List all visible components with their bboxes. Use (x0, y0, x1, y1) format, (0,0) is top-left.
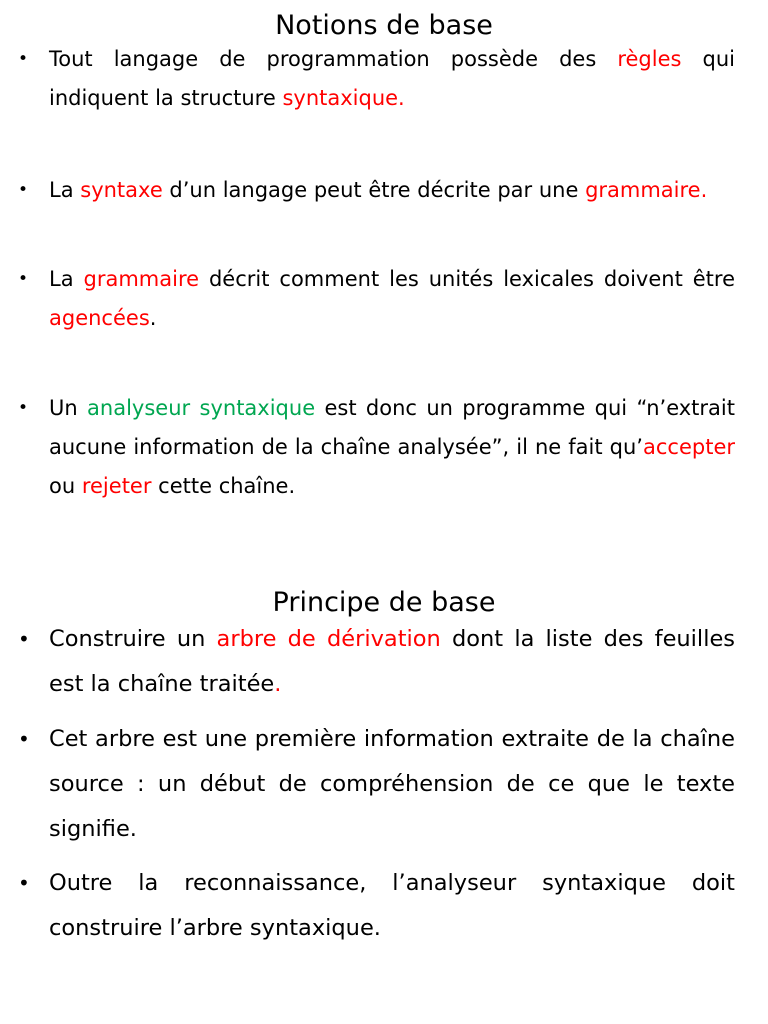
bullet-text (49, 717, 735, 852)
text-segment: qui indiquent la structure (49, 47, 736, 110)
bullet-icon: • (18, 49, 29, 69)
highlight-red: grammaire. (585, 178, 708, 202)
text-segment: Construire un (49, 626, 217, 652)
text-segment: . (149, 306, 157, 330)
bullet-text (49, 260, 735, 338)
bullet-text (49, 861, 735, 951)
text-segment: La (49, 267, 84, 291)
section2-title: Principe de base (272, 587, 496, 618)
text-segment: dont la liste des feuilles est la chaîne traitée (49, 626, 736, 697)
section1-item-3 (18, 260, 735, 338)
highlight-red: . (274, 671, 282, 697)
text-segment: La (49, 178, 81, 202)
section1-item-1 (18, 40, 735, 118)
text-segment: Tout langage de programmation possède des (49, 47, 618, 71)
bullet-text (49, 40, 735, 118)
highlight-red: syntaxique. (282, 86, 405, 110)
highlight-red: accepter (643, 435, 735, 459)
text-segment: décrit comment les unités lexicales doivent être (199, 267, 735, 291)
bullet-icon: • (18, 398, 29, 418)
bullet-icon: • (18, 871, 30, 895)
section2-item-2 (18, 717, 735, 852)
text-segment: d’un langage peut être décrite par une (162, 178, 586, 202)
bullet-text (49, 171, 735, 210)
text-segment: Outre la reconnaissance, l’analyseur syntaxique doit construire l’arbre syntaxique. (49, 870, 735, 941)
highlight-red: syntaxe (80, 178, 163, 202)
highlight-green: analyseur syntaxique (87, 396, 316, 420)
highlight-red: arbre de dérivation (216, 626, 441, 652)
bullet-text (49, 617, 735, 707)
text-segment: Un (49, 396, 88, 420)
section2-item-1 (18, 617, 735, 707)
text-segment: est donc un programme qui “n’extrait aucune information de la chaîne analysée”, il ne fait qu’ (49, 396, 735, 459)
text-segment: cette chaîne. (151, 474, 296, 498)
bullet-icon: • (18, 627, 30, 651)
bullet-icon: • (18, 180, 29, 200)
section1-item-4 (18, 389, 735, 506)
highlight-red: grammaire (83, 267, 200, 291)
section1-title: Notions de base (275, 10, 493, 41)
bullet-text (49, 389, 735, 506)
text-segment: Cet arbre est une première information extraite de la chaîne source : un début de compréhension de ce que le texte signifie. (49, 726, 735, 842)
highlight-red: rejeter (81, 474, 152, 498)
text-segment: ou (49, 474, 82, 498)
section1-item-2 (18, 171, 735, 210)
highlight-red: règles (617, 47, 682, 71)
bullet-icon: • (18, 269, 29, 289)
highlight-red: agencées (49, 306, 150, 330)
section2-item-3 (18, 861, 735, 951)
bullet-icon: • (18, 727, 30, 751)
